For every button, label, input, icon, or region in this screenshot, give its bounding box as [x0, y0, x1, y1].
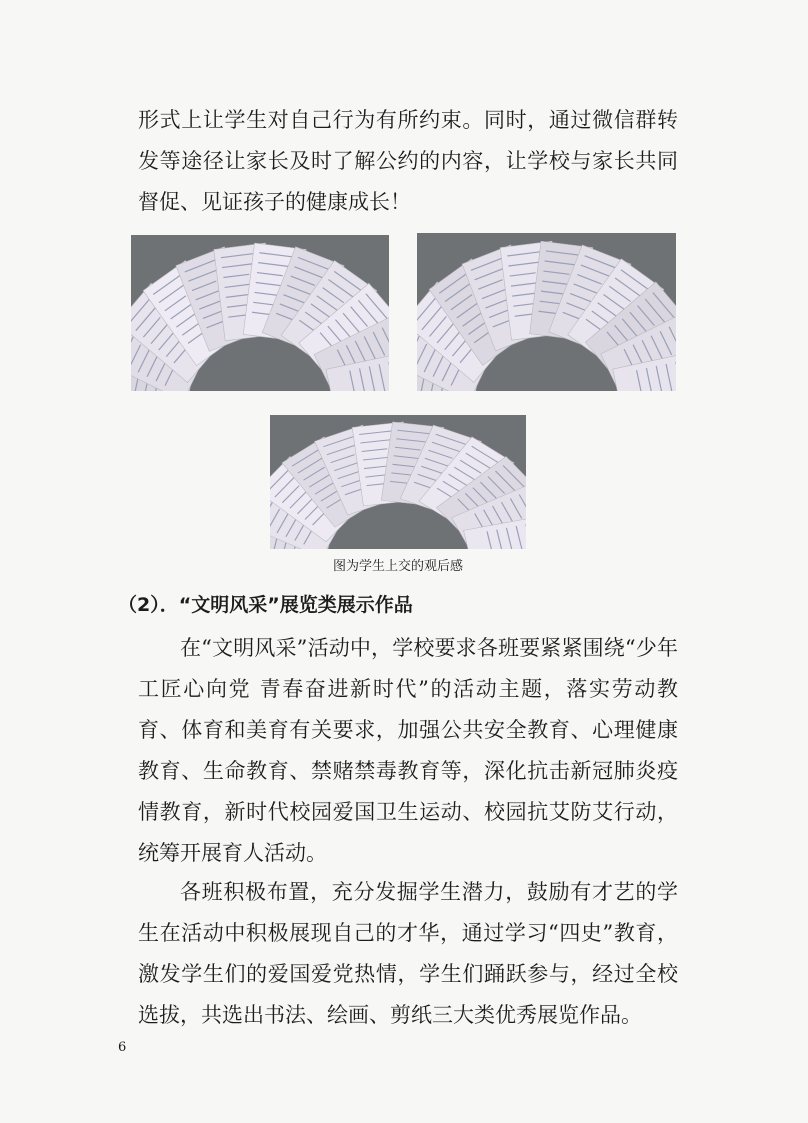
photo-fanned-papers-2 [417, 233, 676, 391]
paragraph-activity-theme: 在“文明风采”活动中，学校要求各班要紧紧围绕“少年工匠心向党 青春奋进新时代”的活动主题，落实劳动教育、体育和美育有关要求，加强公共安全教育、心理健康教育、生命教育、禁赌禁毒教育等，深化抗击新冠肺炎疫情教育，新时代校园爱国卫生运动、校园抗艾防艾行动，统筹开展育人活动。 [138, 636, 678, 865]
paragraph-parent-covenant: 形式上让学生对自己行为有所约束。同时，通过微信群转发等途径让家长及时了解公约的内容，让学校与家长共同督促、见证孩子的健康成长！ [138, 108, 678, 214]
photo-fanned-papers-3 [270, 415, 526, 549]
section-heading: （2）．“文明风采”展览类展示作品 [118, 594, 413, 616]
page-number: 6 [118, 1040, 127, 1055]
figure-caption: 图为学生上交的观后感 [332, 559, 463, 574]
paragraph-exhibition-works: 各班积极布置，充分发掘学生潜力，鼓励有才艺的学生在活动中积极展现自己的才华，通过学习“四史”教育，激发学生们的爱国爱党热情，学生们踊跃参与，经过全校选拔，共选出书法、绘画、剪纸三大类优秀展览作品。 [138, 880, 678, 1027]
photo-fanned-papers-1 [131, 235, 389, 391]
